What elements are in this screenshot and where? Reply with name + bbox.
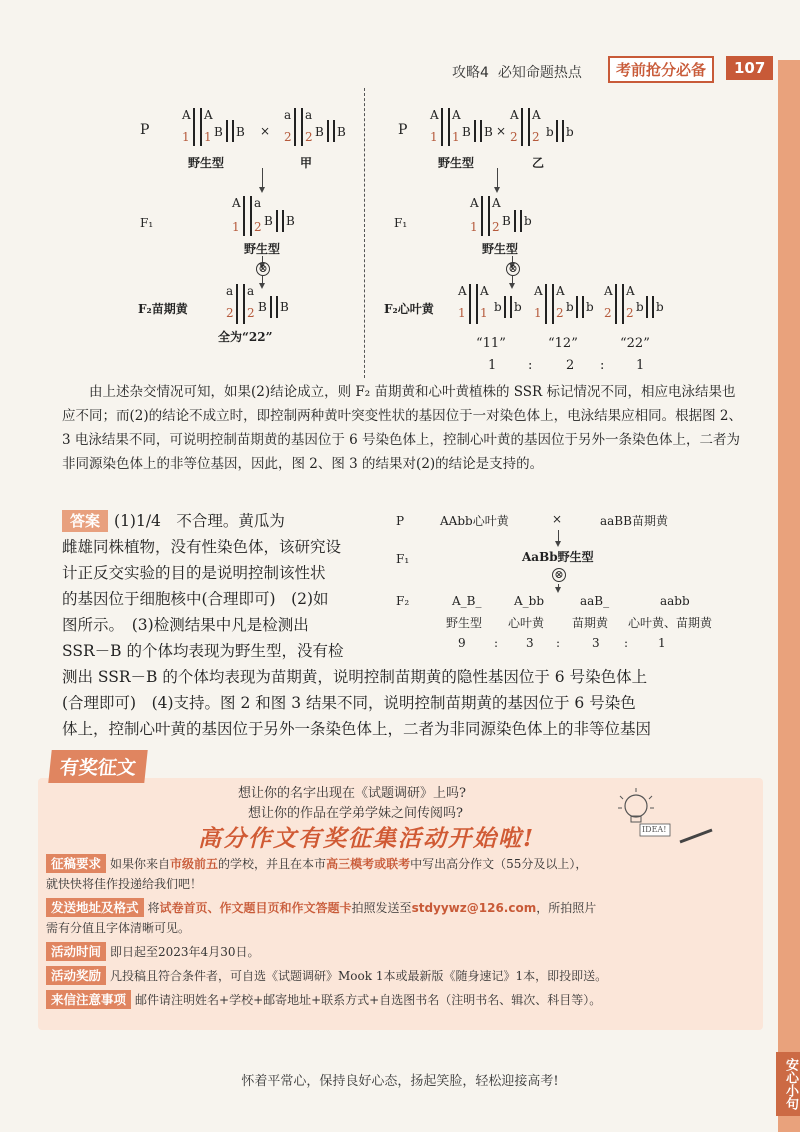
- right-gen-p: P: [398, 122, 408, 138]
- right-gen-f2: F₂心叶黄: [384, 302, 434, 316]
- contest-address: 发送地址及格式 将试卷首页、作文题目页和作文答题卡拍照发送至stdyywz@126.com，所拍照片: [46, 898, 756, 918]
- answer-line-7: 测出 SSR－B 的个体均表现为苗期黄，说明控制苗期黄的隐性基因位于 6 号染色体上: [62, 668, 648, 686]
- diagram-divider: [364, 88, 365, 378]
- time-tag: 活动时间: [46, 942, 106, 961]
- right-ratio-2: 2: [566, 358, 575, 373]
- left-self-sign: ⊗: [256, 262, 270, 276]
- page: 攻略4 必知命题热点 考前抢分必备 107 P A A 1 1 B B × a a 2 2 B B 野生型 甲 F₁ A a 1 2 B B 野生型 ⊗ F₂苗期黄 a a 2 2 B B 全为“22” P A A 1 1 B B × A A 2 2 b b 野生型 乙 F₁ A A 1 2 B b 野生型 ⊗ F₂心叶黄 A A 1 1 b b A A 1 2 b b A A 2 2 b b “11” “12” “22” 1 : 2 : 1 由上述杂交情况可知，如果(2)结论成立，则 F₂ 苗期黄和心叶黄植株的 SSR 标记情况不同，相应电泳结果也应不同；而(2)的结论不成立时，即控制两种黄叶突变性状的基因位于一对染色体上，电泳结果应相同。根据图 2、3 电泳结果不同，可说明控制苗期黄的基因位于 6 号染色体上，控制心叶黄的基因位于另外一条染色体上，二者为非同源染色体上的非等位基因，因此，图 2、图 3 的结果对(2)的结论是支持的。 答案 (1)1/4 不合理。黄瓜为 雌雄同株植物，没有性染色体，该研究设 计正反交实验的目的是说明控制该性状 的基因位于细胞核中(合理即可) (2)如 图所示。 (3)检测结果中凡是检测出 SSR－B 的个体均表现为野生型，没有检 测出 SSR－B 的个体均表现为苗期黄，说明控制苗期黄的隐性基因位于 6 号染色体上 (合理即可) (4)支持。图 2 和图 3 结果不同，说明控制苗期黄的基因位于 6 号染色 体上，控制心叶黄的基因位于另外一条染色体上，二者为非同源染色体上的非等位基因 P AAbb心叶黄 × aaBB苗期黄 F₁ AaBb野生型 ⊗ F₂ A_B_ A_bb aaB_ aabb 野生型 心叶黄 苗期黄 心叶黄、苗期黄 9 : 3 : 3 : 1 想让你的名字出现在《试题调研》上吗? 想让你的作品在学弟学妹之间传阅吗? 高分作文有奖征集活动开始啦! IDEA! 征稿要求 如果你来自市级前五的学校，并且在本市高三模考或联考中写出高分作文（55分及以上）， 就快快将佳作投递给我们吧！ 发送地址及格式 将试卷首页、作文题目页和作文答题卡拍照发送至stdyywz@126.com，所拍照片 需有分值且字体清晰可见。 活动时间 即日起至2023年4月30日。 活动奖励 凡投稿且符合条件者，可自选《试题调研》Mook 1本或最新版《随身速记》1本，即投即送。 来信注意事项 邮件请注明姓名+学校+邮寄地址+联系方式+自选图书名（注明书名、辑次、科目等）。 有奖征文 怀着平常心，保持良好心态，扬起笑脸，轻松迎接高考! 安心小句: [0, 0, 800, 1132]
- contest-prize: 活动奖励 凡投稿且符合条件者，可自选《试题调研》Mook 1本或最新版《随身速记》1本，即投即送。: [46, 966, 756, 986]
- left-gen-p: P: [140, 122, 150, 138]
- answer-tag: 答案: [62, 510, 108, 532]
- answer-line-5: 图所示。 (3)检测结果中凡是检测出: [62, 616, 309, 634]
- page-number: 107: [726, 56, 773, 80]
- answer-line-3: 计正反交实验的目的是说明控制该性状: [62, 564, 326, 582]
- prize-tag: 活动奖励: [46, 966, 106, 985]
- ans-ratio-1: 1: [658, 636, 666, 650]
- ans-f2-pheno-1: 野生型: [446, 616, 483, 630]
- ans-gen-f1: F₁: [396, 552, 410, 566]
- explanation-paragraph: 由上述杂交情况可知，如果(2)结论成立，则 F₂ 苗期黄和心叶黄植株的 SSR 标记情况不同，相应电泳结果也应不同；而(2)的结论不成立时，即控制两种黄叶突变性状的基因位于一对染色体上，电泳结果应相同。根据图 2、3 电泳结果不同，可说明控制苗期黄的基因位于 6 号染色体上，控制心叶黄的基因位于另外一条染色体上，二者为非同源染色体上的非等位基因，因此，图 2、图 3 的结果对(2)的结论是支持的。: [62, 384, 743, 472]
- req-tag: 征稿要求: [46, 854, 106, 873]
- contest-address-2: 需有分值且字体清晰可见。: [46, 921, 191, 935]
- ans-f2-geno-3: aaB_: [580, 594, 610, 608]
- right-cross-sign: ×: [496, 124, 507, 138]
- side-color-strip: [778, 60, 800, 1132]
- right-ratio-colon1: :: [528, 358, 533, 373]
- answer-line-8: (合理即可) (4)支持。图 2 和图 3 结果不同，说明控制苗期黄的基因位于 6 号染色: [62, 694, 636, 712]
- right-yi-label: 乙: [532, 156, 545, 170]
- ans-gen-p: P: [396, 514, 405, 528]
- contest-requirements-2: 就快快将佳作投递给我们吧！: [46, 877, 203, 891]
- ans-f1-geno: AaBb野生型: [522, 550, 594, 564]
- pencil-icon: [678, 826, 718, 846]
- answer-full-block: [62, 664, 762, 742]
- note-tag: 来信注意事项: [46, 990, 131, 1009]
- ans-ratio-3a: 3: [526, 636, 534, 650]
- answer-line-1: (1)1/4 不合理。黄瓜为: [114, 512, 285, 530]
- ans-f2-pheno-4: 心叶黄、苗期黄: [628, 616, 713, 630]
- right-type-11: “11”: [476, 336, 506, 351]
- right-ratio-colon2: :: [600, 358, 605, 373]
- ans-f2-pheno-2: 心叶黄: [508, 616, 545, 630]
- contest-question-1: 想让你的名字出现在《试题调研》上吗?: [238, 786, 466, 801]
- right-type-12: “12”: [548, 336, 578, 351]
- left-jia-label: 甲: [300, 156, 313, 170]
- ans-ratio-colon1: :: [494, 636, 499, 650]
- ans-f2-geno-2: A_bb: [514, 594, 545, 608]
- ans-f2-geno-4: aabb: [660, 594, 690, 608]
- ans-parent1: AAbb心叶黄: [440, 514, 509, 528]
- header-section: 攻略4 必知命题热点: [452, 65, 582, 81]
- addr-tag: 发送地址及格式: [46, 898, 144, 917]
- ans-parent2: aaBB苗期黄: [600, 514, 668, 528]
- ans-ratio-colon2: :: [556, 636, 561, 650]
- ans-gen-f2: F₂: [396, 594, 410, 608]
- answer-line-6: SSR－B 的个体均表现为野生型，没有检: [62, 642, 344, 660]
- right-self-sign: ⊗: [506, 262, 520, 276]
- contest-title: 有奖征文: [48, 750, 147, 783]
- answer-line-2: 雌雄同株植物，没有性染色体，该研究设: [62, 538, 342, 556]
- ans-ratio-3b: 3: [592, 636, 600, 650]
- ans-ratio-colon3: :: [624, 636, 629, 650]
- answer-line-9: 体上，控制心叶黄的基因位于另外一条染色体上，二者为非同源染色体上的非等位基因: [62, 720, 652, 738]
- right-wild-label: 野生型: [438, 156, 475, 170]
- answer-left-block: [62, 508, 392, 664]
- contest-email[interactable]: stdyywz@126.com: [411, 901, 537, 915]
- contest-box: [38, 778, 763, 1030]
- right-ratio-3: 1: [636, 358, 645, 373]
- left-gen-f1: F₁: [140, 216, 154, 230]
- contest-requirements: 征稿要求 如果你来自市级前五的学校，并且在本市高三模考或联考中写出高分作文（55分及以上），: [46, 854, 756, 874]
- right-ratio-1: 1: [488, 358, 497, 373]
- contest-time: 活动时间 即日起至2023年4月30日。: [46, 942, 259, 962]
- contest-note: 来信注意事项 邮件请注明姓名+学校+邮寄地址+联系方式+自选图书名（注明书名、辑次、科目等）。: [46, 990, 756, 1010]
- answer-line-4: 的基因位于细胞核中(合理即可) (2)如: [62, 590, 329, 608]
- ans-ratio-9: 9: [458, 636, 466, 650]
- right-type-22: “22”: [620, 336, 650, 351]
- footer-side-label: 安心小句: [776, 1052, 800, 1116]
- left-gen-f2: F₂苗期黄: [138, 302, 188, 316]
- left-wild-label: 野生型: [188, 156, 225, 170]
- idea-label: IDEA!: [642, 825, 667, 834]
- ans-f2-geno-1: A_B_: [452, 594, 482, 608]
- left-note: 全为“22”: [218, 330, 273, 344]
- contest-question-2: 想让你的作品在学弟学妹之间传阅吗?: [248, 806, 463, 821]
- contest-headline: 高分作文有奖征集活动开始啦!: [198, 825, 536, 852]
- ans-f2-pheno-3: 苗期黄: [572, 616, 609, 630]
- left-wild-chrom-a: A: [182, 108, 191, 122]
- header-box-label: 考前抢分必备: [608, 56, 714, 83]
- right-gen-f1: F₁: [394, 216, 408, 230]
- footer-motto: 怀着平常心，保持良好心态，扬起笑脸，轻松迎接高考!: [241, 1074, 559, 1089]
- ans-self-sign: ⊗: [552, 568, 566, 582]
- left-f1-label: 野生型: [244, 242, 281, 256]
- right-f1-label: 野生型: [482, 242, 519, 256]
- ans-cross-sign: ×: [552, 512, 563, 526]
- left-cross-sign: ×: [260, 124, 271, 138]
- lightbulb-icon: [610, 784, 674, 844]
